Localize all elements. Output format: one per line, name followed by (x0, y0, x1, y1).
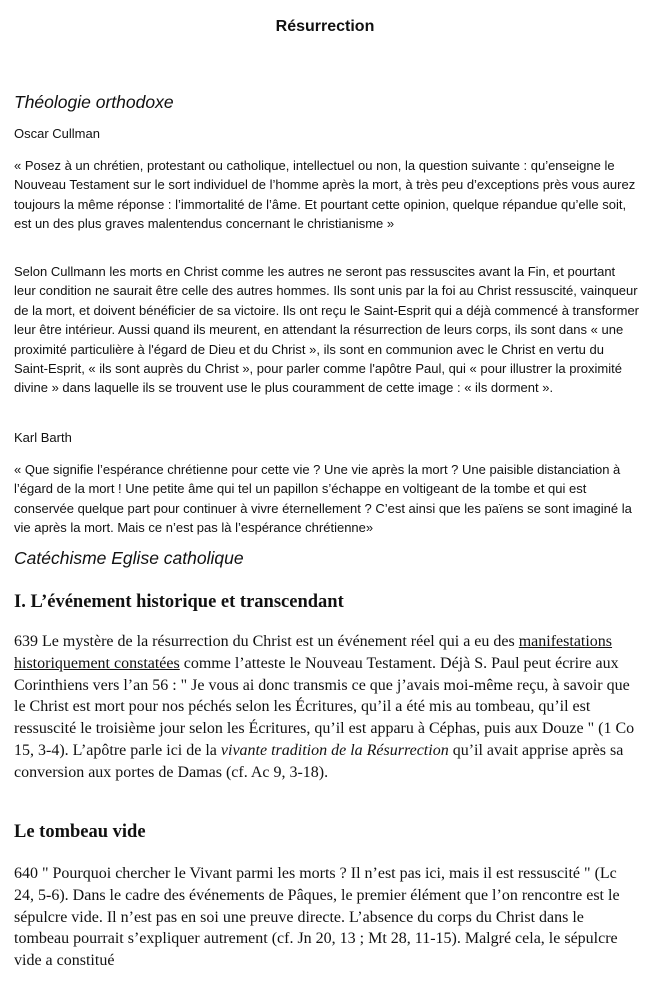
section-heading-orthodox: Théologie orthodoxe (14, 92, 174, 112)
italic-phrase: vivante tradition de la Résurrection (220, 741, 449, 759)
paragraph-639-text-a: 639 Le mystère de la résurrection du Christ est un événement réel qui a eu des (14, 633, 519, 650)
heading-empty-tomb: Le tombeau vide (14, 822, 146, 842)
paragraph-640: 640 " Pourquoi chercher le Vivant parmi les morts ? Il n’est pas ici, mais il est ressuscité " (Lc 24, 5-6). Dans le cadre des événements de Pâques, le premier élément que l’on rencontre est le sépulcre vide. Il n’est pas en soi une preuve directe. L’absence du corps du Christ dans le tombeau pourrait s’expliquer autrement (cf. Jn 20, 13 ; Mt 28, 11-15). Malgré cela, le sépulcre vide a constitué (14, 865, 620, 970)
quote-cullman: « Posez à un chrétien, protestant ou catholique, intellectuel ou non, la question suivante : qu’enseigne le Nouveau Testament sur le sort individuel de l’homme après la mort, à très peu d’exceptions près vous aurez toujours la même réponse : l’immortalité de l’âme. Et pourtant cette opinion, quelque répandue qu’elle soit, est un des plus graves malentendus concernant le christianisme » (14, 158, 636, 232)
author-cullman: Oscar Cullman (14, 126, 100, 141)
paragraph-639 (14, 631, 638, 784)
quote-barth: « Que signifie l’espérance chrétienne pour cette vie ? Une vie après la mort ? Une paisible distanciation à l’égard de la mort ! Une petite âme qui tel un papillon s’échappe en voltigeant de la tombe et qui est conservée quelque part pour continuer à vivre éternellement ? C’est ainsi que les païens se sont imaginé la vie après la mort. Mais ce n’est pas là l’espérance chrétienne» (14, 462, 632, 536)
author-barth: Karl Barth (14, 430, 72, 445)
paragraph-639-text-c: qu’il avait apprise après sa conversion aux portes de Damas (cf. Ac 9, 3-18). (14, 741, 624, 781)
paragraph-639-text-b: comme l’atteste le Nouveau Testament. Déjà S. Paul peut écrire aux Corinthiens vers l’an 56 : " Je vous ai donc transmis ce que j’avais moi-même reçu, à savoir que le Christ est mort pour nos péchés selon les Écritures, qu’il a été mis au tombeau, qu’il est ressuscité le troisième jour selon les Écritures, qu’il est apparu à Céphas, puis aux Douze " (1 Co 15, 3-4). L’apôtre parle ici de la (14, 654, 635, 759)
paragraph-cullman-summary: Selon Cullmann les morts en Christ comme les autres ne seront pas ressuscites avant la Fin, et pourtant leur condition ne saurait être celle des autres hommes. Ils sont unis par la foi au Christ ressuscité, vainqueur de la mort, et doivent bénéficier de sa victoire. Ils ont reçu le Saint-Esprit qui a déjà commencé à transformer leur être intérieur. Aussi quand ils meurent, en attendant la résurrection de leurs corps, ils sont dans « une proximité particulière à l'égard de Dieu et du Christ », ils sont en communion avec le Christ en vertu du Saint-Esprit, « ils sont auprès du Christ », pour parler comme l'apôtre Paul, qui « pour illustrer la proximité divine » dans laquelle ils se trouvent use le plus couramment de cette image : « ils dorment ». (14, 264, 640, 396)
underlined-phrase: manifestations historiquement constatées (14, 633, 613, 672)
page-title: Résurrection (275, 18, 375, 35)
section-heading-catechism: Catéchisme Eglise catholique (14, 548, 244, 568)
heading-historical-event: I. L’événement historique et transcendant (14, 592, 344, 612)
